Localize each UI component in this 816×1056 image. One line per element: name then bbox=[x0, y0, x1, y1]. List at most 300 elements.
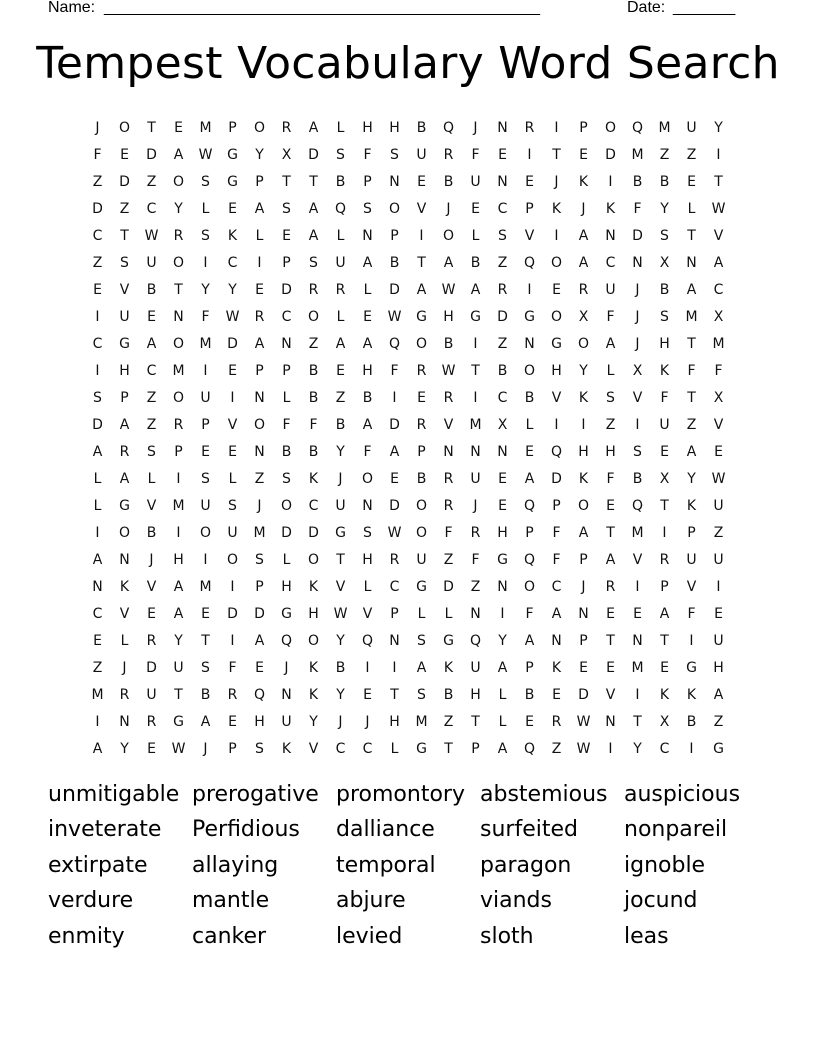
grid-letter: R bbox=[443, 146, 454, 163]
grid-letter: H bbox=[281, 578, 292, 595]
grid-letter: Z bbox=[335, 389, 346, 406]
grid-letter: S bbox=[201, 659, 210, 676]
grid-letter: K bbox=[308, 659, 319, 676]
grid-letter: O bbox=[415, 524, 428, 541]
grid-letter: I bbox=[527, 281, 532, 298]
grid-letter: N bbox=[497, 443, 508, 460]
grid-letter: H bbox=[443, 308, 454, 325]
grid-letter: O bbox=[577, 335, 590, 352]
grid-letter: Y bbox=[633, 740, 642, 757]
grid-letter: W bbox=[441, 281, 456, 298]
grid-letter: B bbox=[389, 254, 400, 271]
grid-letter: C bbox=[362, 740, 373, 757]
grid-letter: P bbox=[579, 632, 588, 649]
grid-letter: T bbox=[174, 686, 183, 703]
grid-letter: K bbox=[227, 227, 238, 244]
grid-letter: T bbox=[174, 281, 183, 298]
grid-letter: D bbox=[389, 497, 400, 514]
grid-letter: F bbox=[363, 146, 372, 163]
grid-letter: L bbox=[498, 713, 507, 730]
grid-letter: H bbox=[551, 362, 562, 379]
grid-letter: O bbox=[172, 389, 185, 406]
grid-letter: P bbox=[525, 524, 534, 541]
grid-letter: Z bbox=[146, 416, 157, 433]
grid-letter: R bbox=[524, 119, 535, 136]
word-bank-item: promontory bbox=[336, 782, 465, 807]
grid-letter: C bbox=[335, 740, 346, 757]
grid-letter: I bbox=[230, 578, 235, 595]
grid-letter: L bbox=[93, 470, 102, 487]
grid-letter: B bbox=[416, 470, 427, 487]
grid-letter: J bbox=[203, 740, 208, 757]
word-bank-item: jocund bbox=[624, 888, 698, 913]
grid-letter: D bbox=[389, 416, 400, 433]
grid-letter: A bbox=[497, 740, 508, 757]
grid-letter: K bbox=[578, 470, 589, 487]
grid-letter: H bbox=[308, 605, 319, 622]
grid-letter: U bbox=[227, 524, 238, 541]
grid-letter: K bbox=[578, 173, 589, 190]
grid-letter: C bbox=[605, 254, 616, 271]
grid-letter: O bbox=[118, 119, 131, 136]
grid-letter: O bbox=[604, 119, 617, 136]
grid-letter: A bbox=[254, 335, 265, 352]
grid-letter: E bbox=[606, 605, 615, 622]
grid-letter: K bbox=[308, 686, 319, 703]
grid-letter: A bbox=[254, 632, 265, 649]
grid-letter: R bbox=[281, 119, 292, 136]
grid-letter: O bbox=[172, 173, 185, 190]
grid-letter: D bbox=[443, 578, 454, 595]
word-bank-item: auspicious bbox=[624, 782, 741, 807]
grid-letter: I bbox=[554, 227, 559, 244]
grid-letter: A bbox=[524, 470, 535, 487]
word-bank-item: abstemious bbox=[480, 782, 608, 807]
grid-letter: O bbox=[442, 227, 455, 244]
grid-letter: Q bbox=[523, 254, 536, 271]
grid-letter: H bbox=[605, 443, 616, 460]
grid-letter: T bbox=[444, 740, 453, 757]
grid-letter: A bbox=[362, 335, 373, 352]
grid-letter: W bbox=[441, 362, 456, 379]
grid-letter: I bbox=[554, 119, 559, 136]
grid-letter: W bbox=[171, 740, 186, 757]
grid-letter: E bbox=[363, 686, 372, 703]
grid-letter: N bbox=[632, 254, 643, 271]
grid-letter: I bbox=[176, 524, 181, 541]
grid-letter: U bbox=[470, 470, 481, 487]
grid-letter: M bbox=[631, 659, 644, 676]
grid-letter: G bbox=[416, 578, 427, 595]
grid-letter: V bbox=[416, 200, 427, 217]
grid-letter: E bbox=[552, 281, 561, 298]
grid-letter: H bbox=[497, 524, 508, 541]
grid-letter: B bbox=[362, 389, 373, 406]
grid-letter: E bbox=[363, 308, 372, 325]
grid-letter: V bbox=[686, 578, 697, 595]
grid-letter: A bbox=[173, 578, 184, 595]
grid-letter: Q bbox=[280, 632, 293, 649]
grid-letter: E bbox=[525, 443, 534, 460]
grid-letter: F bbox=[687, 362, 696, 379]
grid-letter: W bbox=[576, 740, 591, 757]
grid-letter: I bbox=[203, 254, 208, 271]
grid-letter: E bbox=[714, 605, 723, 622]
grid-letter: L bbox=[417, 605, 426, 622]
grid-letter: A bbox=[524, 632, 535, 649]
grid-letter: D bbox=[227, 605, 238, 622]
grid-letter: A bbox=[578, 524, 589, 541]
grid-letter: D bbox=[308, 524, 319, 541]
grid-letter: F bbox=[687, 605, 696, 622]
grid-letter: O bbox=[361, 470, 374, 487]
grid-letter: Z bbox=[659, 146, 670, 163]
grid-letter: M bbox=[631, 146, 644, 163]
grid-letter: E bbox=[579, 659, 588, 676]
grid-letter: D bbox=[281, 524, 292, 541]
grid-letter: S bbox=[336, 146, 345, 163]
grid-letter: J bbox=[635, 308, 640, 325]
grid-letter: S bbox=[660, 227, 669, 244]
grid-letter: I bbox=[554, 416, 559, 433]
date-label: Date: bbox=[627, 0, 666, 16]
grid-letter: E bbox=[390, 470, 399, 487]
grid-letter: T bbox=[390, 686, 399, 703]
grid-letter: T bbox=[714, 173, 723, 190]
grid-letter: C bbox=[227, 254, 238, 271]
grid-letter: Z bbox=[497, 335, 508, 352]
grid-letter: P bbox=[282, 362, 291, 379]
grid-letter: B bbox=[632, 470, 643, 487]
grid-letter: R bbox=[497, 281, 508, 298]
grid-letter: M bbox=[712, 335, 725, 352]
word-bank-item: levied bbox=[336, 924, 403, 949]
grid-letter: I bbox=[95, 713, 100, 730]
grid-letter: A bbox=[389, 443, 400, 460]
grid-letter: J bbox=[95, 119, 100, 136]
grid-letter: C bbox=[497, 200, 508, 217]
grid-letter: R bbox=[146, 632, 157, 649]
grid-letter: Y bbox=[714, 119, 723, 136]
grid-letter: Z bbox=[119, 200, 130, 217]
grid-letter: Z bbox=[146, 389, 157, 406]
grid-letter: Q bbox=[388, 335, 401, 352]
grid-letter: D bbox=[308, 146, 319, 163]
grid-letter: D bbox=[146, 146, 157, 163]
grid-letter: K bbox=[443, 659, 454, 676]
grid-letter: N bbox=[686, 254, 697, 271]
grid-letter: A bbox=[173, 146, 184, 163]
grid-letter: U bbox=[659, 416, 670, 433]
grid-letter: T bbox=[417, 254, 426, 271]
grid-letter: F bbox=[660, 389, 669, 406]
word-bank-item: abjure bbox=[336, 888, 406, 913]
grid-letter: U bbox=[686, 119, 697, 136]
grid-letter: X bbox=[281, 146, 292, 163]
grid-letter: J bbox=[257, 497, 262, 514]
grid-letter: E bbox=[120, 146, 129, 163]
grid-letter: E bbox=[228, 362, 237, 379]
grid-letter: B bbox=[443, 173, 454, 190]
grid-letter: N bbox=[605, 227, 616, 244]
grid-letter: B bbox=[659, 173, 670, 190]
grid-letter: X bbox=[578, 308, 589, 325]
grid-letter: E bbox=[498, 497, 507, 514]
grid-letter: O bbox=[307, 308, 320, 325]
grid-letter: X bbox=[497, 416, 508, 433]
grid-letter: Y bbox=[255, 146, 264, 163]
grid-letter: M bbox=[253, 524, 266, 541]
word-bank bbox=[48, 778, 768, 958]
grid-letter: C bbox=[146, 362, 157, 379]
grid-letter: O bbox=[253, 416, 266, 433]
grid-letter: I bbox=[716, 578, 721, 595]
grid-letter: Y bbox=[336, 443, 345, 460]
grid-letter: E bbox=[147, 740, 156, 757]
grid-letter: B bbox=[416, 119, 427, 136]
grid-letter: M bbox=[199, 119, 212, 136]
grid-letter: Z bbox=[254, 470, 265, 487]
grid-letter: Z bbox=[551, 740, 562, 757]
grid-letter: H bbox=[713, 659, 724, 676]
grid-letter: C bbox=[551, 578, 562, 595]
grid-letter: U bbox=[281, 713, 292, 730]
grid-letter: M bbox=[469, 416, 482, 433]
grid-letter: A bbox=[659, 605, 670, 622]
grid-letter: L bbox=[336, 119, 345, 136]
grid-letter: E bbox=[228, 713, 237, 730]
grid-letter: N bbox=[497, 173, 508, 190]
grid-letter: P bbox=[363, 173, 372, 190]
grid-letter: L bbox=[606, 362, 615, 379]
grid-letter: J bbox=[446, 200, 451, 217]
grid-letter: V bbox=[551, 389, 562, 406]
name-blank-line: _________________________________________________ bbox=[104, 0, 541, 16]
grid-letter: S bbox=[147, 443, 156, 460]
grid-letter: I bbox=[716, 146, 721, 163]
grid-letter: E bbox=[93, 281, 102, 298]
grid-letter: T bbox=[606, 524, 615, 541]
grid-letter: A bbox=[362, 254, 373, 271]
grid-letter: U bbox=[605, 281, 616, 298]
grid-letter: T bbox=[633, 713, 642, 730]
grid-letter: H bbox=[362, 119, 373, 136]
grid-letter: E bbox=[633, 605, 642, 622]
grid-letter: W bbox=[387, 308, 402, 325]
grid-letter: B bbox=[443, 335, 454, 352]
grid-letter: D bbox=[146, 659, 157, 676]
grid-letter: I bbox=[608, 173, 613, 190]
grid-letter: J bbox=[635, 281, 640, 298]
grid-letter: F bbox=[606, 470, 615, 487]
grid-letter: W bbox=[144, 227, 159, 244]
grid-letter: M bbox=[172, 497, 185, 514]
grid-letter: M bbox=[631, 524, 644, 541]
grid-letter: K bbox=[551, 200, 562, 217]
grid-letter: P bbox=[255, 173, 264, 190]
grid-letter: A bbox=[578, 227, 589, 244]
grid-letter: R bbox=[389, 551, 400, 568]
grid-letter: L bbox=[93, 497, 102, 514]
grid-letter: D bbox=[551, 470, 562, 487]
grid-letter: P bbox=[255, 362, 264, 379]
grid-letter: K bbox=[659, 362, 670, 379]
grid-letter: Q bbox=[523, 740, 536, 757]
grid-letter: A bbox=[470, 281, 481, 298]
grid-letter: S bbox=[417, 686, 426, 703]
grid-letter: Q bbox=[442, 119, 455, 136]
grid-letter: Y bbox=[201, 281, 210, 298]
grid-letter: L bbox=[336, 227, 345, 244]
grid-letter: S bbox=[120, 254, 129, 271]
grid-letter: K bbox=[686, 497, 697, 514]
grid-letter: P bbox=[525, 659, 534, 676]
page-title: Tempest Vocabulary Word Search bbox=[36, 38, 780, 89]
grid-letter: P bbox=[579, 551, 588, 568]
grid-letter: O bbox=[577, 497, 590, 514]
grid-letter: P bbox=[228, 119, 237, 136]
grid-letter: I bbox=[392, 389, 397, 406]
grid-letter: K bbox=[605, 200, 616, 217]
grid-letter: L bbox=[201, 200, 210, 217]
grid-letter: Y bbox=[120, 740, 129, 757]
grid-letter: R bbox=[308, 281, 319, 298]
grid-letter: Z bbox=[470, 578, 481, 595]
grid-letter: E bbox=[228, 443, 237, 460]
grid-letter: M bbox=[658, 119, 671, 136]
grid-letter: R bbox=[443, 470, 454, 487]
grid-letter: V bbox=[227, 416, 238, 433]
grid-letter: E bbox=[336, 362, 345, 379]
grid-letter: R bbox=[173, 416, 184, 433]
grid-letter: L bbox=[282, 551, 291, 568]
grid-letter: V bbox=[632, 551, 643, 568]
word-bank-item: nonpareil bbox=[624, 817, 728, 842]
grid-letter: S bbox=[201, 470, 210, 487]
grid-letter: R bbox=[578, 281, 589, 298]
grid-letter: P bbox=[552, 497, 561, 514]
grid-letter: X bbox=[659, 254, 670, 271]
grid-letter: M bbox=[415, 713, 428, 730]
grid-letter: M bbox=[685, 308, 698, 325]
grid-letter: A bbox=[497, 659, 508, 676]
grid-letter: B bbox=[146, 524, 157, 541]
grid-letter: C bbox=[308, 497, 319, 514]
grid-letter: P bbox=[390, 605, 399, 622]
grid-letter: S bbox=[255, 551, 264, 568]
grid-letter: U bbox=[713, 632, 724, 649]
grid-letter: N bbox=[254, 443, 265, 460]
grid-letter: Z bbox=[308, 335, 319, 352]
grid-letter: S bbox=[282, 200, 291, 217]
grid-letter: B bbox=[470, 254, 481, 271]
word-bank-item: enmity bbox=[48, 924, 125, 949]
grid-letter: R bbox=[146, 713, 157, 730]
grid-letter: V bbox=[335, 578, 346, 595]
grid-letter: F bbox=[93, 146, 102, 163]
grid-letter: A bbox=[200, 713, 211, 730]
grid-letter: S bbox=[633, 443, 642, 460]
grid-letter: E bbox=[714, 443, 723, 460]
grid-letter: Q bbox=[361, 632, 374, 649]
grid-letter: A bbox=[92, 551, 103, 568]
grid-letter: M bbox=[91, 686, 104, 703]
grid-letter: I bbox=[203, 551, 208, 568]
grid-letter: G bbox=[119, 335, 130, 352]
grid-letter: M bbox=[172, 362, 185, 379]
grid-letter: L bbox=[282, 389, 291, 406]
word-bank-item: extirpate bbox=[48, 853, 148, 878]
grid-letter: G bbox=[416, 308, 427, 325]
grid-letter: F bbox=[471, 146, 480, 163]
grid-letter: U bbox=[713, 497, 724, 514]
grid-letter: T bbox=[687, 227, 696, 244]
grid-letter: I bbox=[230, 632, 235, 649]
grid-letter: J bbox=[473, 119, 478, 136]
word-bank-item: dalliance bbox=[336, 817, 435, 842]
grid-letter: K bbox=[281, 740, 292, 757]
grid-letter: A bbox=[551, 605, 562, 622]
grid-letter: O bbox=[280, 497, 293, 514]
grid-letter: U bbox=[146, 254, 157, 271]
grid-letter: A bbox=[605, 335, 616, 352]
grid-letter: D bbox=[578, 686, 589, 703]
grid-letter: E bbox=[579, 146, 588, 163]
grid-letter: V bbox=[524, 227, 535, 244]
grid-letter: K bbox=[578, 389, 589, 406]
grid-letter: Y bbox=[660, 200, 669, 217]
grid-letter: F bbox=[606, 308, 615, 325]
grid-letter: B bbox=[308, 389, 319, 406]
grid-letter: N bbox=[173, 308, 184, 325]
grid-letter: O bbox=[172, 254, 185, 271]
grid-letter: P bbox=[228, 740, 237, 757]
grid-letter: Y bbox=[687, 470, 696, 487]
grid-letter: A bbox=[686, 443, 697, 460]
grid-letter: B bbox=[308, 362, 319, 379]
grid-letter: H bbox=[119, 362, 130, 379]
grid-letter: R bbox=[119, 686, 130, 703]
letter-grid bbox=[84, 114, 732, 762]
grid-letter: W bbox=[711, 200, 726, 217]
grid-letter: J bbox=[338, 470, 343, 487]
grid-letter: E bbox=[93, 632, 102, 649]
grid-letter: A bbox=[92, 740, 103, 757]
word-bank-item: Perfidious bbox=[192, 817, 300, 842]
grid-letter: D bbox=[281, 281, 292, 298]
grid-letter: A bbox=[416, 659, 427, 676]
grid-letter: P bbox=[687, 524, 696, 541]
grid-letter: G bbox=[281, 605, 292, 622]
grid-letter: B bbox=[443, 686, 454, 703]
grid-letter: G bbox=[524, 308, 535, 325]
grid-letter: H bbox=[389, 713, 400, 730]
grid-letter: A bbox=[119, 416, 130, 433]
grid-letter: I bbox=[500, 605, 505, 622]
grid-letter: H bbox=[470, 686, 481, 703]
word-bank-item: sloth bbox=[480, 924, 534, 949]
grid-letter: R bbox=[416, 362, 427, 379]
grid-letter: I bbox=[689, 632, 694, 649]
grid-letter: O bbox=[550, 308, 563, 325]
grid-letter: V bbox=[146, 578, 157, 595]
grid-letter: F bbox=[552, 551, 561, 568]
grid-letter: B bbox=[335, 173, 346, 190]
grid-letter: H bbox=[389, 119, 400, 136]
grid-letter: S bbox=[201, 227, 210, 244]
grid-letter: E bbox=[660, 443, 669, 460]
grid-letter: Q bbox=[253, 686, 266, 703]
